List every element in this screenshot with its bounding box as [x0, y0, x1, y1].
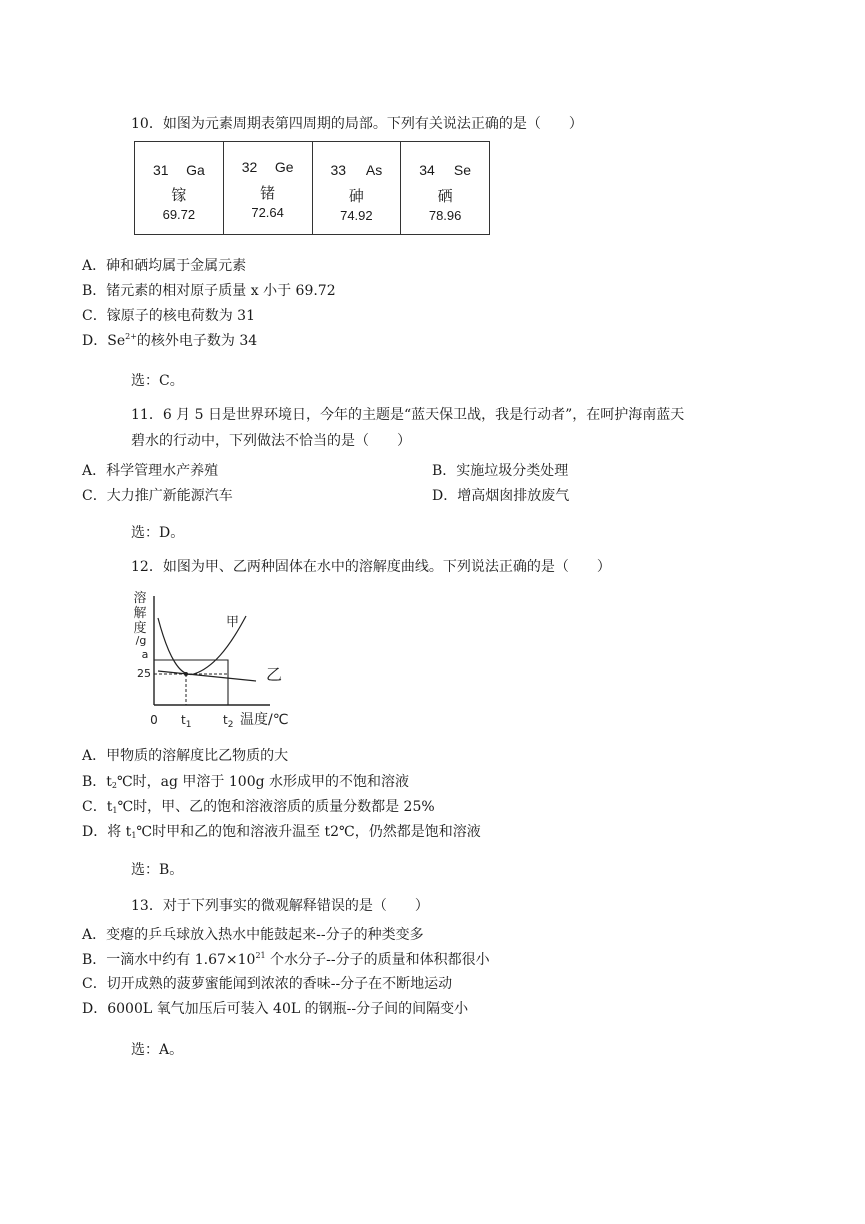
element-symbol: Se [453, 162, 471, 178]
q13-option-d: D．6000L 氧气加压后可装入 40L 的钢瓶--分子间的间隔变小 [82, 1001, 469, 1017]
y-axis-label-2: 解 [133, 606, 147, 621]
y-axis-label-3: 度 [133, 621, 147, 636]
element-name: 硒 [437, 187, 453, 205]
question-11-stem-line2: 碧水的行动中，下列做法不恰当的是（ ） [131, 433, 411, 449]
element-symbol: Ge [274, 159, 294, 175]
q12-option-d: D．将 $t_1℃$时甲和乙的饱和溶液升温至 t2℃，仍然都是饱和溶液 [82, 824, 481, 840]
question-13-stem: 13．对于下列事实的微观解释错误的是（ ） [131, 898, 429, 914]
q11-option-c: C．大力推广新能源汽车 [82, 488, 233, 504]
y-axis-label-4: /g [135, 634, 147, 647]
a-t2-guide [154, 660, 228, 705]
atomic-mass: 69.72 [162, 207, 196, 222]
question-10-stem: 10．如图为元素周期表第四周期的局部。下列有关说法正确的是（ ） [131, 116, 583, 132]
q13-option-c: C．切开成熟的菠萝蜜能闻到浓浓的香味--分子在不断地运动 [82, 976, 453, 992]
x-axis-label: 温度/℃ [240, 712, 289, 728]
curve-yi [158, 671, 256, 681]
element-symbol: As [365, 162, 383, 178]
periodic-table-fragment [134, 141, 490, 235]
q10-option-c: C．镓原子的核电荷数为 31 [82, 308, 255, 324]
q13-answer: 选：A。 [131, 1042, 184, 1058]
q10-option-a: A．砷和硒均属于金属元素 [82, 258, 247, 274]
q12-option-b: B．$t_2℃$时，ag 甲溶于 100g 水形成甲的不饱和溶液 [82, 774, 410, 790]
intersection-point [184, 672, 188, 676]
element-name: 锗 [260, 184, 276, 202]
q12-answer: 选：B。 [131, 862, 184, 878]
atomic-number: 34 [419, 162, 435, 178]
question-12-stem: 12．如图为甲、乙两种固体在水中的溶解度曲线。下列说法正确的是（ ） [131, 559, 611, 575]
a-label: a [141, 648, 149, 661]
t2-label: $t_2$ [223, 713, 234, 730]
element-cell-ga [135, 142, 224, 234]
element-name: 砷 [348, 187, 364, 205]
q13-option-a: A．变瘪的乒乓球放入热水中能鼓起来--分子的种类变多 [82, 927, 424, 943]
q13-option-b: B．一滴水中约有 $1.67\times 10^{21}$ 个水分子--分子的质量和体积都很小 [82, 951, 490, 968]
origin-label: 0 [150, 713, 158, 727]
t1-label: $t_1$ [181, 713, 192, 730]
q10-option-b: B．锗元素的相对原子质量 x 小于 69.72 [82, 283, 336, 299]
q10-answer: 选：C。 [131, 373, 184, 389]
q12-option-c: C．$t_1℃$时，甲、乙的饱和溶液溶质的质量分数都是 25% [82, 799, 435, 815]
q12-option-a: A．甲物质的溶解度比乙物质的大 [82, 748, 289, 764]
q11-option-a: A．科学管理水产养殖 [82, 463, 219, 479]
q11-option-d: D．增高烟囱排放废气 [432, 488, 570, 504]
y-axis-label-1: 溶 [133, 591, 147, 606]
q11-option-b: B．实施垃圾分类处理 [432, 463, 569, 479]
jia-label: 甲 [226, 615, 240, 630]
atomic-mass: 72.64 [251, 205, 284, 220]
q10-option-d: D．$Se^{2+}$的核外电子数为 34 [82, 332, 258, 349]
atomic-number: 31 [153, 162, 169, 178]
solubility-curve-graph [128, 588, 303, 733]
element-cell-ge [224, 142, 313, 234]
atomic-number: 33 [330, 162, 347, 178]
element-name: 镓 [171, 186, 187, 204]
y-tick-25: 25 [137, 667, 151, 680]
atomic-mass: 74.92 [340, 208, 373, 223]
element-symbol: Ga [186, 162, 205, 178]
atomic-number: 32 [241, 159, 258, 175]
question-11-stem-line1: 11．6 月 5 日是世界环境日，今年的主题是“蓝天保卫战，我是行动者”，在呵护海南蓝天 [131, 407, 685, 423]
element-cell-as [313, 142, 402, 234]
q11-answer: 选：D。 [131, 525, 185, 541]
atomic-mass: 78.96 [428, 208, 462, 223]
element-cell-se [401, 142, 489, 234]
yi-label: 乙 [266, 665, 283, 684]
